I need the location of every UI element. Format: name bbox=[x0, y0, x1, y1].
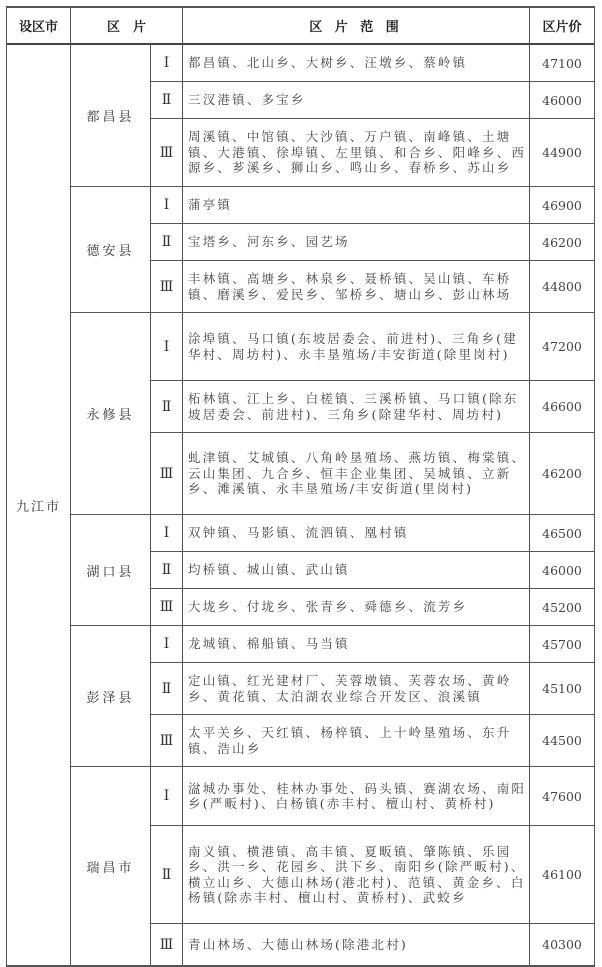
header-city: 设区市 bbox=[7, 7, 71, 44]
zone-scope: 定山镇、红光建材厂、芙蓉墩镇、芙蓉农场、黄岭乡、黄花镇、太泊湖农业综合开发区、浪溪镇 bbox=[183, 663, 530, 715]
zone-scope: 青山林场、大德山林场(除港北村) bbox=[183, 924, 530, 967]
zone-grade: Ⅲ bbox=[151, 924, 183, 967]
zone-grade: Ⅲ bbox=[151, 589, 183, 626]
table-row bbox=[7, 767, 595, 826]
zone-price: 44800 bbox=[530, 261, 595, 313]
table-row bbox=[7, 313, 595, 381]
zone-grade: Ⅰ bbox=[151, 313, 183, 381]
zone-scope: 涂埠镇、马口镇(东坡居委会、前进村)、三角乡(建华村、周坊村)、永丰垦殖场/丰安街道(除里岗村) bbox=[183, 313, 530, 381]
county-name: 瑞昌市 bbox=[71, 767, 151, 967]
zone-grade: Ⅱ bbox=[151, 663, 183, 715]
zone-grade: Ⅲ bbox=[151, 119, 183, 187]
zone-price: 45700 bbox=[530, 626, 595, 663]
zone-price: 46200 bbox=[530, 433, 595, 515]
zone-price: 44900 bbox=[530, 119, 595, 187]
zone-scope: 蒲亭镇 bbox=[183, 187, 530, 224]
zone-price: 46600 bbox=[530, 381, 595, 433]
zone-grade: Ⅱ bbox=[151, 826, 183, 924]
zone-scope: 虬津镇、艾城镇、八角岭垦殖场、燕坊镇、梅棠镇、云山集团、九合乡、恒丰企业集团、吴城镇、立新乡、滩溪镇、永丰垦殖场/丰安街道(里岗村) bbox=[183, 433, 530, 515]
zone-scope: 宝塔乡、河东乡、园艺场 bbox=[183, 224, 530, 261]
zone-price: 46000 bbox=[530, 552, 595, 589]
zone-scope: 丰林镇、高塘乡、林泉乡、聂桥镇、吴山镇、车桥镇、磨溪乡、爱民乡、邹桥乡、塘山乡、彭山林场 bbox=[183, 261, 530, 313]
zone-price: 46000 bbox=[530, 82, 595, 119]
zone-grade: Ⅲ bbox=[151, 433, 183, 515]
county-name: 都昌县 bbox=[71, 44, 151, 187]
zone-scope: 南义镇、横港镇、高丰镇、夏畈镇、肇陈镇、乐园乡、洪一乡、花园乡、洪下乡、南阳乡(除严畈村)、横立山乡、大德山林场(港北村)、范镇、黄金乡、白杨镇(除赤丰村、檀山村、黄桥村)、武蛟乡 bbox=[183, 826, 530, 924]
zone-scope: 都昌镇、北山乡、大树乡、汪墩乡、蔡岭镇 bbox=[183, 44, 530, 82]
zone-price: 40300 bbox=[530, 924, 595, 967]
table-row bbox=[7, 187, 595, 224]
zone-scope: 周溪镇、中馆镇、大沙镇、万户镇、南峰镇、土塘镇、大港镇、徐埠镇、左里镇、和合乡、阳峰乡、西源乡、芗溪乡、狮山乡、鸣山乡、春桥乡、苏山乡 bbox=[183, 119, 530, 187]
zone-scope: 湓城办事处、桂林办事处、码头镇、赛湖农场、南阳乡(严畈村)、白杨镇(赤丰村、檀山村、黄桥村) bbox=[183, 767, 530, 826]
zone-price: 44500 bbox=[530, 715, 595, 767]
zone-grade: Ⅲ bbox=[151, 261, 183, 313]
header-zone: 区 片 bbox=[71, 7, 183, 44]
county-name: 彭泽县 bbox=[71, 626, 151, 767]
header-price: 区片价 bbox=[530, 7, 595, 44]
zone-price: 46500 bbox=[530, 515, 595, 552]
zone-scope: 大垅乡、付垅乡、张青乡、舜德乡、流芳乡 bbox=[183, 589, 530, 626]
county-name: 湖口县 bbox=[71, 515, 151, 626]
zone-grade: Ⅰ bbox=[151, 187, 183, 224]
table-row bbox=[7, 626, 595, 663]
zone-price: 46100 bbox=[530, 826, 595, 924]
table-header-row bbox=[7, 7, 595, 44]
table-row bbox=[7, 44, 595, 82]
zone-grade: Ⅰ bbox=[151, 515, 183, 552]
zone-grade: Ⅱ bbox=[151, 82, 183, 119]
zone-grade: Ⅰ bbox=[151, 767, 183, 826]
table-row bbox=[7, 515, 595, 552]
zone-price: 47100 bbox=[530, 44, 595, 82]
zone-grade: Ⅰ bbox=[151, 44, 183, 82]
zone-grade: Ⅱ bbox=[151, 552, 183, 589]
zone-price: 47200 bbox=[530, 313, 595, 381]
zone-scope: 三汊港镇、多宝乡 bbox=[183, 82, 530, 119]
county-name: 永修县 bbox=[71, 313, 151, 515]
zone-scope: 龙城镇、棉船镇、马当镇 bbox=[183, 626, 530, 663]
zone-grade: Ⅰ bbox=[151, 626, 183, 663]
zone-grade: Ⅱ bbox=[151, 381, 183, 433]
zone-price: 47600 bbox=[530, 767, 595, 826]
zone-price: 45200 bbox=[530, 589, 595, 626]
county-name: 德安县 bbox=[71, 187, 151, 313]
zone-grade: Ⅲ bbox=[151, 715, 183, 767]
zone-price: 46900 bbox=[530, 187, 595, 224]
city-name: 九江市 bbox=[7, 44, 71, 966]
land-zone-price-table bbox=[6, 6, 595, 967]
zone-grade: Ⅱ bbox=[151, 224, 183, 261]
header-scope: 区 片 范 围 bbox=[183, 7, 530, 44]
zone-price: 46200 bbox=[530, 224, 595, 261]
zone-scope: 均桥镇、城山镇、武山镇 bbox=[183, 552, 530, 589]
zone-scope: 太平关乡、天红镇、杨梓镇、上十岭垦殖场、东升镇、浩山乡 bbox=[183, 715, 530, 767]
zone-scope: 柘林镇、江上乡、白槎镇、三溪桥镇、马口镇(除东坡居委会、前进村)、三角乡(除建华村、周坊村) bbox=[183, 381, 530, 433]
zone-scope: 双钟镇、马影镇、流泗镇、凰村镇 bbox=[183, 515, 530, 552]
zone-price: 45100 bbox=[530, 663, 595, 715]
